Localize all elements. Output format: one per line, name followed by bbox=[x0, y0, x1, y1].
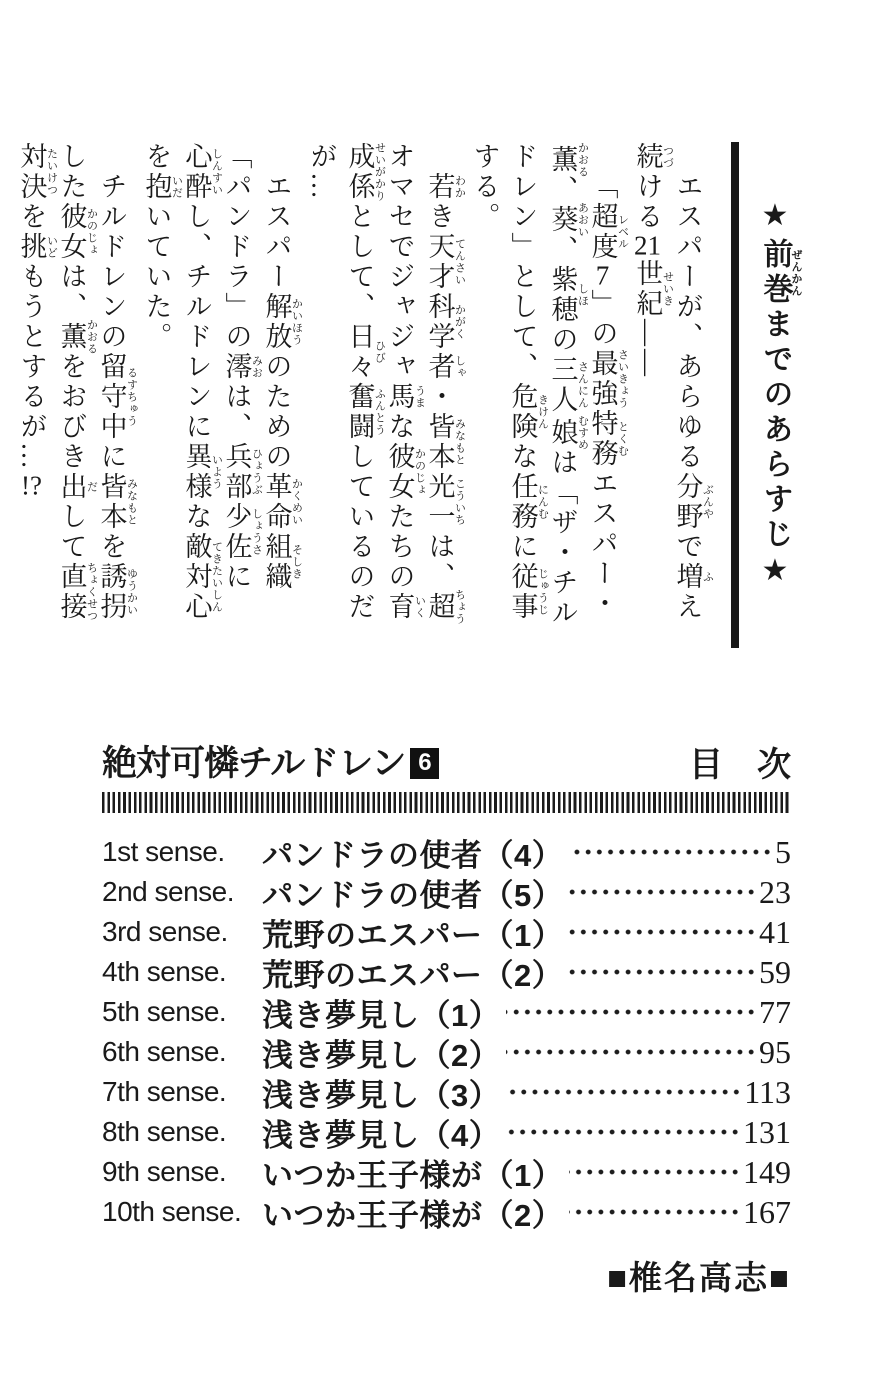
chapter-label: 9th sense. bbox=[102, 1156, 227, 1187]
chapter-title: 荒野のエスパー（2） bbox=[262, 957, 564, 993]
page-number: 131 bbox=[743, 1113, 791, 1150]
horizontal-in-vertical-text: 7 bbox=[595, 262, 610, 289]
toc-section bbox=[102, 740, 791, 1299]
chapter-title: 浅き夢見し（2） bbox=[262, 1037, 501, 1073]
toc-entry bbox=[102, 1072, 791, 1112]
synopsis-paragraph: チルドレンの留守中 るすちゅうに皆本 みなもとを誘拐 ゆうかいした彼女 かのじょは、薫 かおるをおびき出 だして直接 ちょくせつ対決 たいけつを挑 いどもうとするが…!? bbox=[16, 142, 138, 622]
toc-entry bbox=[102, 872, 791, 912]
page-number: 77 bbox=[759, 993, 791, 1030]
toc-list bbox=[102, 832, 791, 1232]
chapter-title: パンドラの使者（4） bbox=[262, 837, 564, 873]
chapter-title: 荒野のエスパー（1） bbox=[262, 917, 564, 953]
synopsis-section bbox=[13, 142, 803, 648]
volume-badge: 6 bbox=[410, 748, 439, 779]
chapter-label: 3rd sense. bbox=[102, 916, 228, 947]
chapter-title: 浅き夢見し（3） bbox=[262, 1077, 501, 1113]
toc-entry bbox=[102, 832, 791, 872]
chapter-label: 1st sense. bbox=[102, 836, 225, 867]
toc-entry bbox=[102, 952, 791, 992]
chapter-label: 10th sense. bbox=[102, 1196, 242, 1227]
dot-leader bbox=[569, 912, 757, 952]
horizontal-in-vertical-text: 21 bbox=[634, 232, 661, 259]
dot-leader bbox=[569, 1192, 741, 1232]
page-number: 113 bbox=[744, 1073, 791, 1110]
striped-divider bbox=[102, 792, 791, 813]
horizontal-in-vertical-text: !? bbox=[21, 472, 42, 499]
toc-header bbox=[102, 740, 791, 782]
chapter-title: いつか王子様が（2） bbox=[262, 1197, 564, 1233]
chapter-label: 8th sense. bbox=[102, 1116, 227, 1147]
chapter-title: いつか王子様が（1） bbox=[262, 1157, 564, 1193]
toc-entry bbox=[102, 912, 791, 952]
page-number: 5 bbox=[775, 833, 791, 870]
chapter-label: 2nd sense. bbox=[102, 876, 234, 907]
page-number: 59 bbox=[759, 953, 791, 990]
toc-entry bbox=[102, 1192, 791, 1232]
toc-entry bbox=[102, 992, 791, 1032]
chapter-label: 6th sense. bbox=[102, 1036, 227, 1067]
dot-leader bbox=[569, 1152, 741, 1192]
toc-entry bbox=[102, 1032, 791, 1072]
toc-entry bbox=[102, 1112, 791, 1152]
dot-leader bbox=[506, 992, 757, 1032]
chapter-label: 4th sense. bbox=[102, 956, 227, 987]
page-number: 167 bbox=[743, 1193, 791, 1230]
dot-leader bbox=[506, 1112, 741, 1152]
synopsis-title: ★前巻ぜんかんまでのあらすじ★ bbox=[758, 198, 802, 593]
toc-heading: 目 次 bbox=[689, 745, 791, 784]
chapter-title: 浅き夢見し（1） bbox=[262, 997, 501, 1033]
chapter-label: 7th sense. bbox=[102, 1076, 227, 1107]
dot-leader bbox=[569, 872, 757, 912]
page-number: 41 bbox=[759, 913, 791, 950]
synopsis-paragraph: 「超度 レベル7」の最強 さいきょう特務 とくむエスパー・薫 かおる、葵 あおい、紫穂 しほの三人 さんにん娘 むすめは「ザ・チルドレン」として、危険 きけんな任務 にんむに従事 じゅうじする。 bbox=[469, 142, 629, 628]
author-credit: ■椎名高志■ bbox=[607, 1259, 791, 1296]
synopsis-text bbox=[13, 142, 714, 648]
synopsis-paragraph: エスパー解放 かいほうのための革命 かくめい組織 そしき「パンドラ」の澪 みおは、兵部 ひょうぶ少佐 しょうさに心酔 しんすいし、チルドレンに異様 いような敵対心 てきたいしんを抱 いだいていた。 bbox=[141, 142, 303, 622]
series-title: 絶対可憐チルドレン bbox=[102, 744, 406, 783]
dot-leader bbox=[569, 952, 757, 992]
page-number: 23 bbox=[759, 873, 791, 910]
synopsis-divider-bar bbox=[731, 142, 739, 648]
dot-leader bbox=[506, 1072, 742, 1112]
page-number: 95 bbox=[759, 1033, 791, 1070]
chapter-title: 浅き夢見し（4） bbox=[262, 1117, 501, 1153]
chapter-title: パンドラの使者（5） bbox=[262, 877, 564, 913]
dot-leader bbox=[506, 1032, 757, 1072]
dot-leader bbox=[569, 832, 773, 872]
chapter-label: 5th sense. bbox=[102, 996, 227, 1027]
toc-entry bbox=[102, 1152, 791, 1192]
synopsis-paragraph: 若 わかき天才 てんさい科学 かがく者 しゃ・皆本 みなもと光一 こういちは、超 ちょうオマセでジャジャ馬 うまな彼女 かのじょたちの育 いく成係 せいがかりとして、日々 ひび奮闘 ふんとうしているのだが… bbox=[306, 142, 466, 625]
synopsis-paragraph: エスパーが、あらゆる分野 ぶんやで増 ふえ続 つづける21世紀 せいき―― bbox=[632, 142, 714, 622]
page-number: 149 bbox=[743, 1153, 791, 1190]
